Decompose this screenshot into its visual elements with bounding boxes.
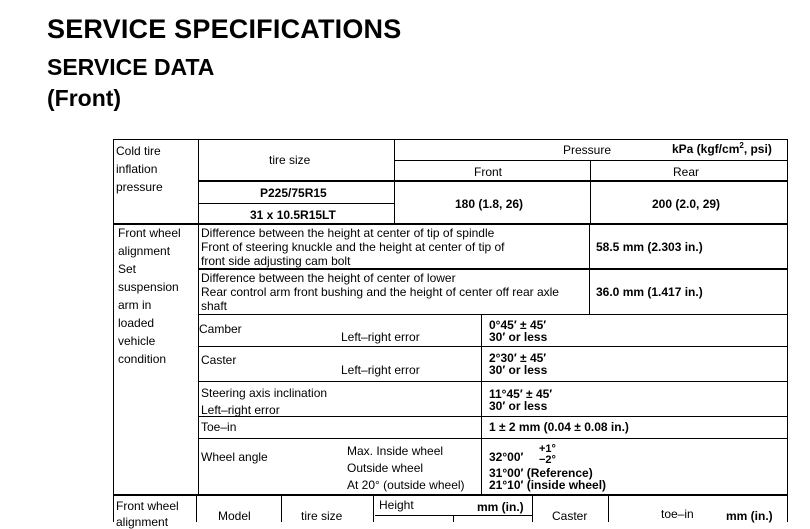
- wheel-angle-row-outside: Outside wheel: [347, 461, 424, 475]
- camber-label: Camber: [199, 322, 242, 336]
- pressure-label-line: inflation: [116, 162, 158, 176]
- table-rule: [281, 494, 282, 522]
- height-diff-2-value: 36.0 mm (1.417 in.): [596, 285, 703, 299]
- front-pressure-value: 180 (1.8, 26): [455, 197, 524, 211]
- wheel-angle-row-20: At 20° (outside wheel): [347, 478, 465, 492]
- table-rule: [481, 314, 482, 494]
- camber-sub-label: Left–right error: [341, 330, 420, 344]
- wheel-angle-max-value: 32°00′: [489, 450, 524, 464]
- height-diff-1-line: front side adjusting cam bolt: [201, 254, 351, 268]
- table-rule: [394, 139, 395, 223]
- alignment-label-line: Front wheel: [118, 226, 181, 240]
- caster-value: 2°30′ ± 45′: [489, 351, 547, 365]
- bottom-model-header: Model: [218, 509, 251, 523]
- height-diff-1-line: Front of steering knuckle and the height at center of tip of: [201, 240, 505, 254]
- table-rule: [198, 381, 788, 382]
- table-rule: [395, 160, 788, 161]
- wheel-angle-row-max: Max. Inside wheel: [347, 444, 444, 458]
- wheel-angle-tol-plus: +1°: [539, 443, 556, 455]
- table-rule: [198, 346, 788, 347]
- table-rule: [113, 494, 788, 496]
- bottom-caster-header: Caster: [552, 509, 588, 523]
- table-rule: [590, 160, 591, 223]
- bottom-height-unit: mm (in.): [477, 500, 524, 514]
- alignment-label-line: Set: [118, 262, 137, 276]
- camber-value: 0°45′ ± 45′: [489, 318, 547, 332]
- rear-pressure-value: 200 (2.0, 29): [652, 197, 721, 211]
- rear-header: Rear: [673, 165, 700, 179]
- page-title: SERVICE SPECIFICATIONS: [47, 14, 402, 44]
- table-rule: [198, 180, 788, 182]
- table-rule: [532, 494, 533, 522]
- height-diff-2-line: Rear control arm front bushing and the height of center off rear axle: [201, 285, 559, 299]
- camber-error: 30′ or less: [489, 330, 548, 344]
- tire-size-1: P225/75R15: [260, 186, 327, 200]
- table-rule: [198, 203, 395, 204]
- height-diff-1-value: 58.5 mm (2.303 in.): [596, 240, 703, 254]
- caster-sub-label: Left–right error: [341, 363, 420, 377]
- table-rule: [787, 139, 788, 522]
- table-rule: [453, 515, 454, 522]
- pressure-label: [116, 142, 163, 196]
- alignment-label-line: alignment: [118, 244, 171, 258]
- alignment-label-line: arm in: [118, 298, 152, 312]
- bottom-height-header: Height: [379, 498, 414, 512]
- tire-size-header: tire size: [269, 153, 311, 167]
- height-diff-2-line: Difference between the height of center of lower: [201, 271, 456, 285]
- alignment-label: [118, 224, 181, 368]
- table-rule: [608, 494, 609, 522]
- table-rule: [113, 223, 788, 225]
- table-rule: [589, 223, 590, 314]
- bottom-toe-in-header: toe–in: [661, 507, 694, 521]
- alignment-label-line: vehicle: [118, 334, 156, 348]
- alignment-label-line: suspension: [118, 280, 179, 294]
- toe-in-label: Toe–in: [201, 420, 237, 434]
- table-rule: [196, 494, 197, 522]
- table-rule: [198, 314, 788, 315]
- sai-label: Steering axis inclination: [201, 386, 328, 400]
- pressure-unit-end: , psi): [743, 142, 772, 156]
- table-rule: [198, 268, 788, 270]
- table-rule: [198, 139, 199, 494]
- wheel-angle-label: Wheel angle: [201, 450, 268, 464]
- pressure-unit: [672, 142, 772, 156]
- pressure-header: Pressure: [563, 143, 612, 157]
- tire-size-2: 31 x 10.5R15LT: [250, 208, 336, 222]
- front-header: Front: [474, 165, 503, 179]
- sai-error: 30′ or less: [489, 399, 548, 413]
- table-rule: [113, 139, 114, 522]
- pressure-label-line: Cold tire: [116, 144, 161, 158]
- page-subtitle: SERVICE DATA: [47, 54, 215, 80]
- wheel-angle-outside-value: 31°00′ (Reference): [489, 466, 593, 480]
- table-rule: [198, 416, 788, 417]
- bottom-toe-in-unit: mm (in.): [726, 509, 773, 523]
- alignment-label-line: condition: [118, 352, 167, 366]
- table-rule: [113, 139, 788, 140]
- wheel-angle-20-value: 21°10′ (inside wheel): [489, 478, 607, 492]
- pressure-unit-sup: 2: [739, 141, 744, 150]
- height-diff-1-text: [201, 226, 505, 268]
- alignment-label-line: loaded: [118, 316, 155, 330]
- sai-sub-label: Left–right error: [201, 403, 280, 417]
- caster-error: 30′ or less: [489, 363, 548, 377]
- table-rule: [373, 494, 374, 522]
- sai-value: 11°45′ ± 45′: [489, 387, 553, 401]
- pressure-label-line: pressure: [116, 180, 163, 194]
- height-diff-2-line: shaft: [201, 299, 228, 313]
- pressure-unit-text: kPa (kgf/cm: [672, 142, 740, 156]
- wheel-angle-tol-minus: −2°: [539, 454, 556, 466]
- bottom-tire-size-header: tire size: [301, 509, 343, 523]
- bottom-alignment-label-cut: alignment: [116, 515, 169, 529]
- bottom-alignment-label: Front wheel: [116, 499, 179, 513]
- toe-in-value: 1 ± 2 mm (0.04 ± 0.08 in.): [489, 420, 629, 434]
- table-rule: [198, 438, 788, 439]
- height-diff-1-line: Difference between the height at center of tip of spindle: [201, 226, 495, 240]
- height-diff-2-text: [201, 271, 559, 313]
- section-title: (Front): [47, 85, 122, 111]
- caster-label: Caster: [201, 353, 237, 367]
